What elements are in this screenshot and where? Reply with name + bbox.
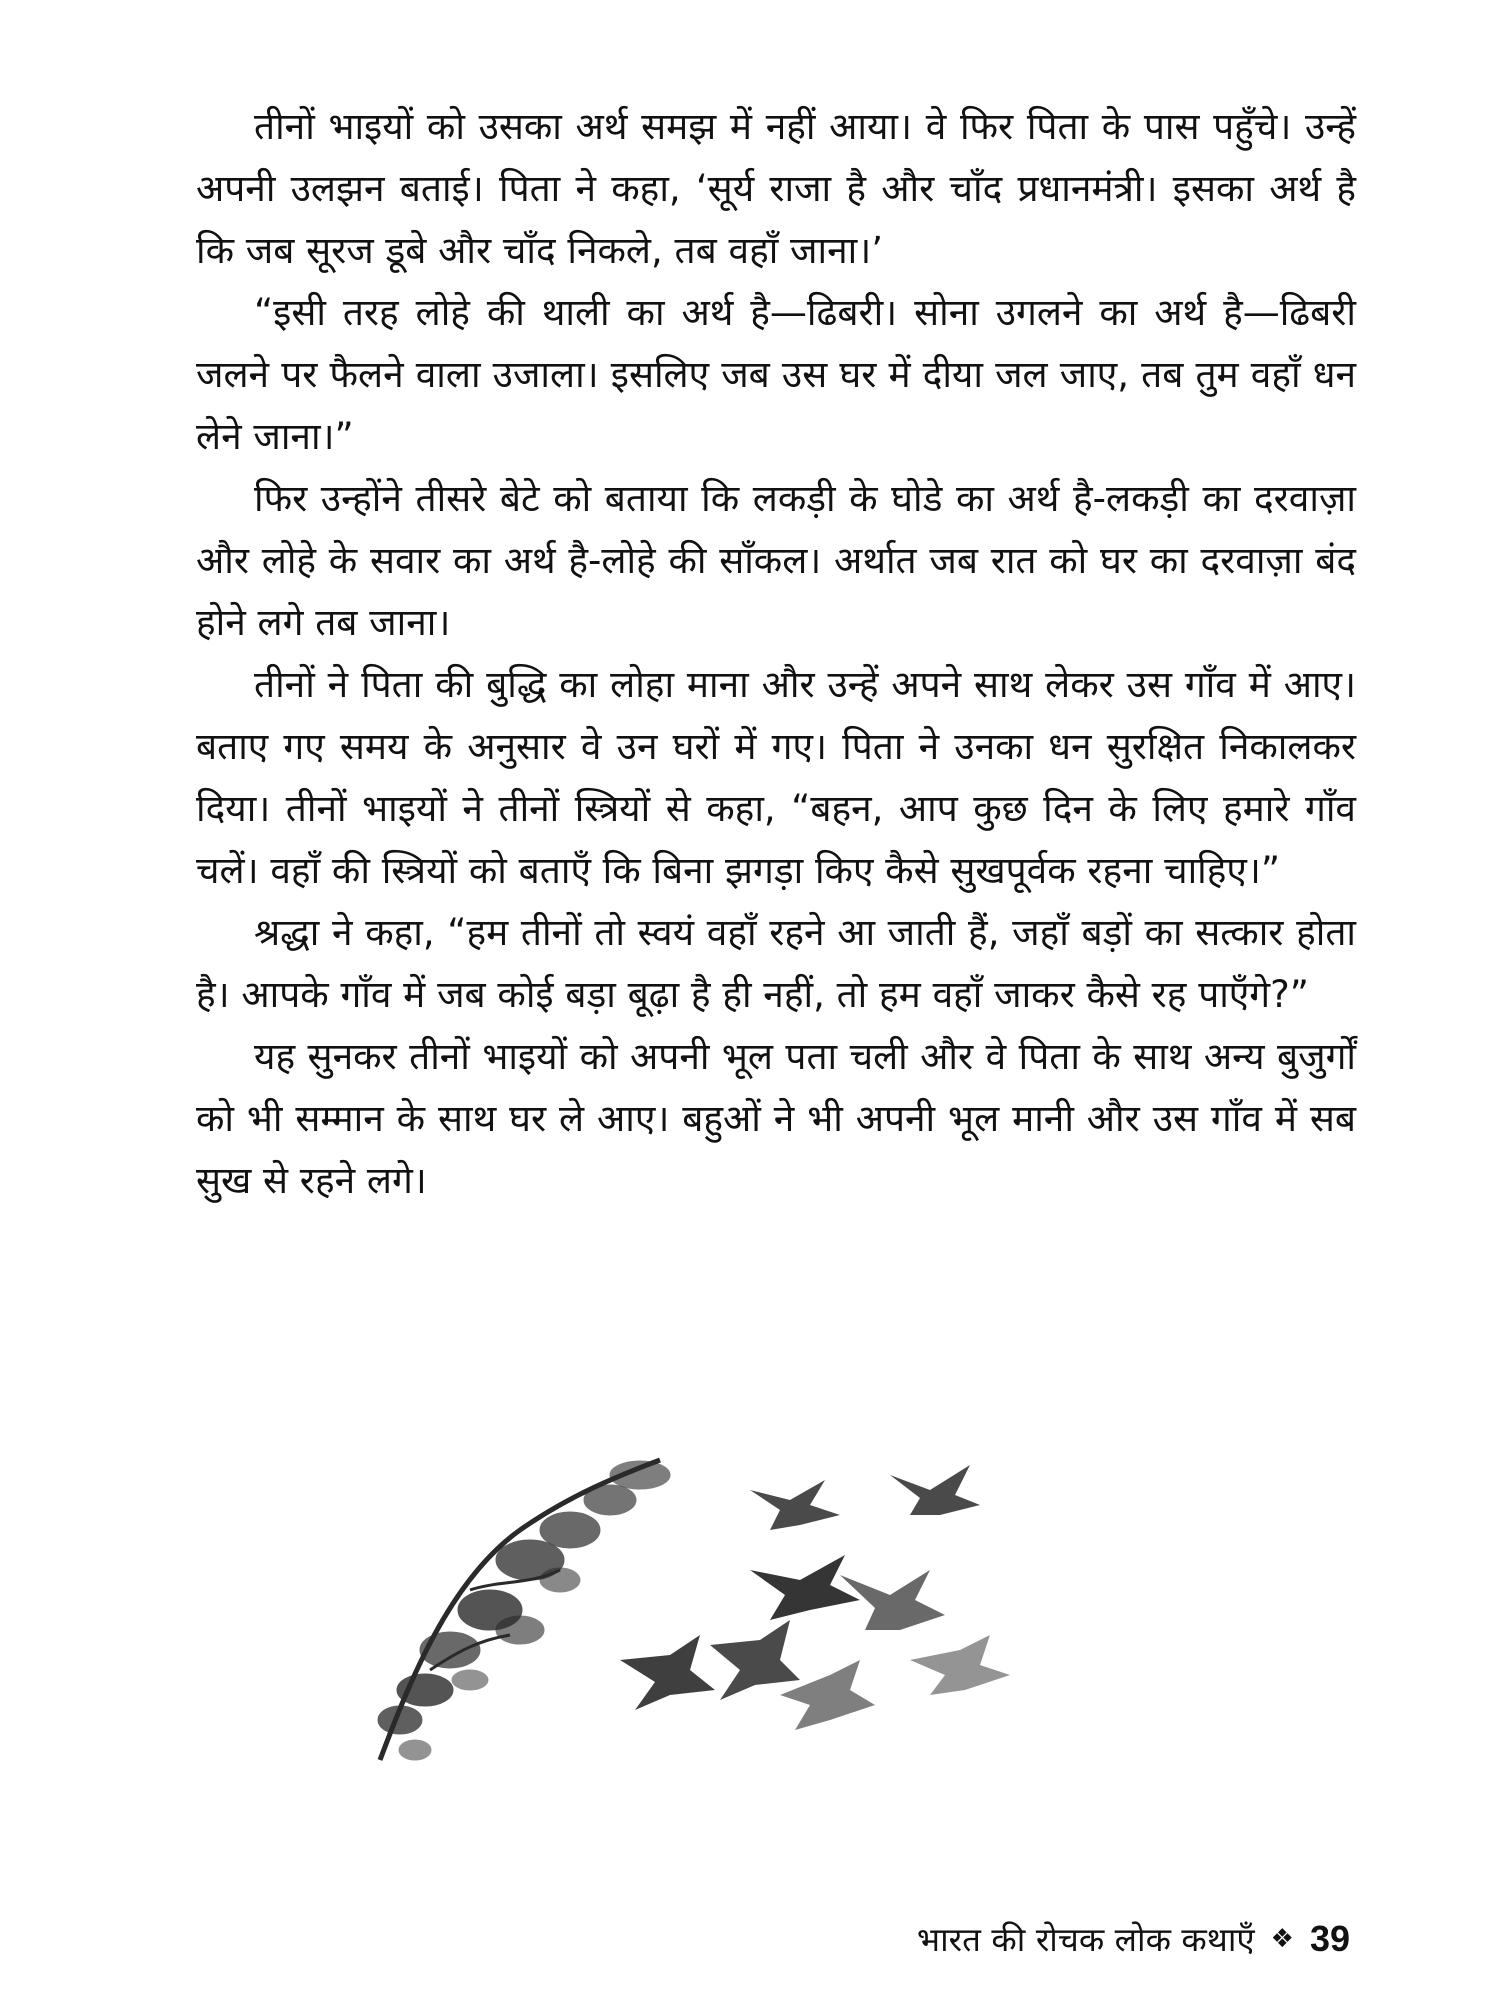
book-title: भारत की रोचक लोक कथाएँ	[916, 1920, 1255, 1959]
story-text	[196, 96, 1356, 1212]
paragraph-6: यह सुनकर तीनों भाइयों को अपनी भूल पता चली और वे पिता के साथ अन्य बुजुर्गों को भी सम्मान के साथ घर ले आए। बहुओं ने भी अपनी भूल मानी और उस गाँव में सब सुख से रहने लगे।	[196, 1035, 1356, 1202]
separator-icon: ❖	[1270, 1923, 1294, 1954]
page-number: 39	[1309, 1917, 1350, 1959]
bird-icon	[620, 1465, 1010, 1730]
birds-and-branch-illustration	[370, 1420, 1130, 1800]
paragraph-1: तीनों भाइयों को उसका अर्थ समझ में नहीं आया। वे फिर पिता के पास पहुँचे। उन्हें अपनी उलझन बताई। पिता ने कहा, ‘सूर्य राजा है और चाँद प्रधानमंत्री। इसका अर्थ है कि जब सूरज डूबे और चाँद निकले, तब वहाँ जाना।’	[196, 105, 1356, 272]
paragraph-2: “इसी तरह लोहे की थाली का अर्थ है—ढिबरी। सोना उगलने का अर्थ है—ढिबरी जलने पर फैलने वाला उजाला। इसलिए जब उस घर में दीया जल जाए, तब तुम वहाँ धन लेने जाना।”	[196, 291, 1356, 458]
page-footer	[917, 1916, 1350, 1961]
tree-branch-icon	[378, 1460, 670, 1760]
paragraph-4: तीनों ने पिता की बुद्धि का लोहा माना और उन्हें अपने साथ लेकर उस गाँव में आए। बताए गए समय के अनुसार वे उन घरों में गए। पिता ने उनका धन सुरक्षित निकालकर दिया। तीनों भाइयों ने तीनों स्त्रियों से कहा, “बहन, आप कुछ दिन के लिए हमारे गाँव चलें। वहाँ की स्त्रियों को बताएँ कि बिना झगड़ा किए कैसे सुखपूर्वक रहना चाहिए।”	[196, 663, 1356, 892]
paragraph-3: फिर उन्होंने तीसरे बेटे को बताया कि लकड़ी के घोडे का अर्थ है-लकड़ी का दरवाज़ा और लोहे के सवार का अर्थ है-लोहे की साँकल। अर्थात जब रात को घर का दरवाज़ा बंद होने लगे तब जाना।	[196, 477, 1356, 644]
paragraph-5: श्रद्धा ने कहा, “हम तीनों तो स्वयं वहाँ रहने आ जाती हैं, जहाँ बड़ों का सत्कार होता है। आपके गाँव में जब कोई बड़ा बूढ़ा है ही नहीं, तो हम वहाँ जाकर कैसे रह पाएँगे?”	[196, 911, 1356, 1016]
